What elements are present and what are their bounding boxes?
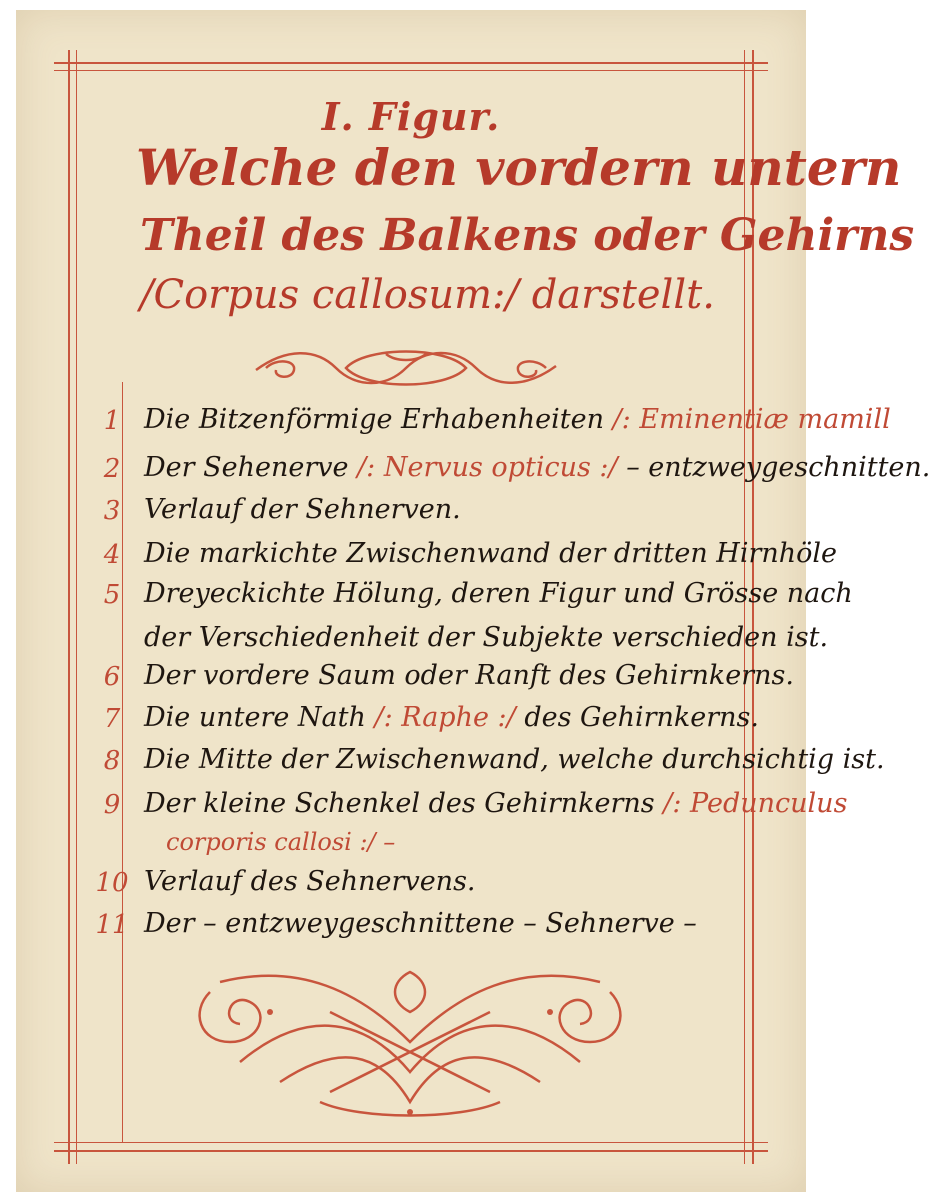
item-text-after: – entzweygeschnitten. <box>626 452 930 483</box>
list-item-5-continued: der Verschiedenheit der Subjekte verschieden ist. <box>144 622 829 653</box>
bottom-flourish-ornament <box>180 952 640 1122</box>
item-text-after: des Gehirnkerns. <box>524 702 759 733</box>
item-latin: /: Nervus opticus :/ <box>357 452 618 483</box>
list-number: 5 <box>103 580 121 610</box>
heading-latin-term: /Corpus callosum:/ <box>140 272 519 318</box>
list-item-6: Der vordere Saum oder Ranft des Gehirnkerns. <box>144 660 794 691</box>
list-number: 3 <box>103 496 121 526</box>
list-number: 9 <box>103 790 121 820</box>
frame-rule-left-outer <box>68 50 70 1164</box>
heading-line-3 <box>140 272 780 318</box>
list-number: 8 <box>103 746 121 776</box>
item-text: Die Bitzenförmige Erhabenheiten <box>144 404 604 435</box>
manuscript-page <box>16 10 930 1192</box>
flourish-divider-ornament <box>246 338 566 398</box>
list-number: 1 <box>103 406 121 436</box>
list-item-9 <box>144 788 847 819</box>
frame-rule-top-outer <box>54 62 768 64</box>
list-item-11: Der – entzweygeschnittene – Sehnerve – <box>144 908 697 939</box>
list-item-1 <box>144 404 891 435</box>
list-number: 7 <box>103 704 121 734</box>
list-item-2 <box>144 452 930 483</box>
frame-rule-bottom-inner <box>54 1142 768 1143</box>
heading-line-1: Welche den vordern untern <box>136 138 902 197</box>
list-number: 2 <box>103 454 121 484</box>
list-number: 11 <box>95 910 129 940</box>
item-latin: /: Raphe :/ <box>374 702 516 733</box>
list-number: 6 <box>103 662 121 692</box>
item-text: Der kleine Schenkel des Gehirnkerns <box>144 788 655 819</box>
frame-rule-bottom-outer <box>54 1150 768 1152</box>
list-item-10: Verlauf des Sehnervens. <box>144 866 476 897</box>
list-item-3: Verlauf der Sehnerven. <box>144 494 461 525</box>
list-item-5: Dreyeckichte Hölung, deren Figur und Grösse nach <box>144 578 853 609</box>
frame-rule-left-inner <box>76 50 77 1164</box>
heading-line-3-rest: darstellt. <box>531 272 715 318</box>
list-item-4: Die markichte Zwischenwand der dritten Hirnhöle <box>144 538 838 569</box>
item-latin: /: Pedunculus <box>663 788 848 819</box>
item-text: Der Sehenerve <box>144 452 349 483</box>
list-item-7 <box>144 702 759 733</box>
list-number: 10 <box>95 868 129 898</box>
figure-title: I. Figur. <box>321 94 501 139</box>
list-number: 4 <box>103 540 121 570</box>
frame-rule-top-inner <box>54 70 768 71</box>
heading-line-2: Theil des Balkens oder Gehirns <box>140 210 915 261</box>
list-item-8: Die Mitte der Zwischenwand, welche durchsichtig ist. <box>144 744 885 775</box>
item-text: Die untere Nath <box>144 702 366 733</box>
item-latin: /: Eminentiæ mamill <box>612 404 891 435</box>
list-item-9-continued: corporis callosi :/ – <box>166 828 396 856</box>
